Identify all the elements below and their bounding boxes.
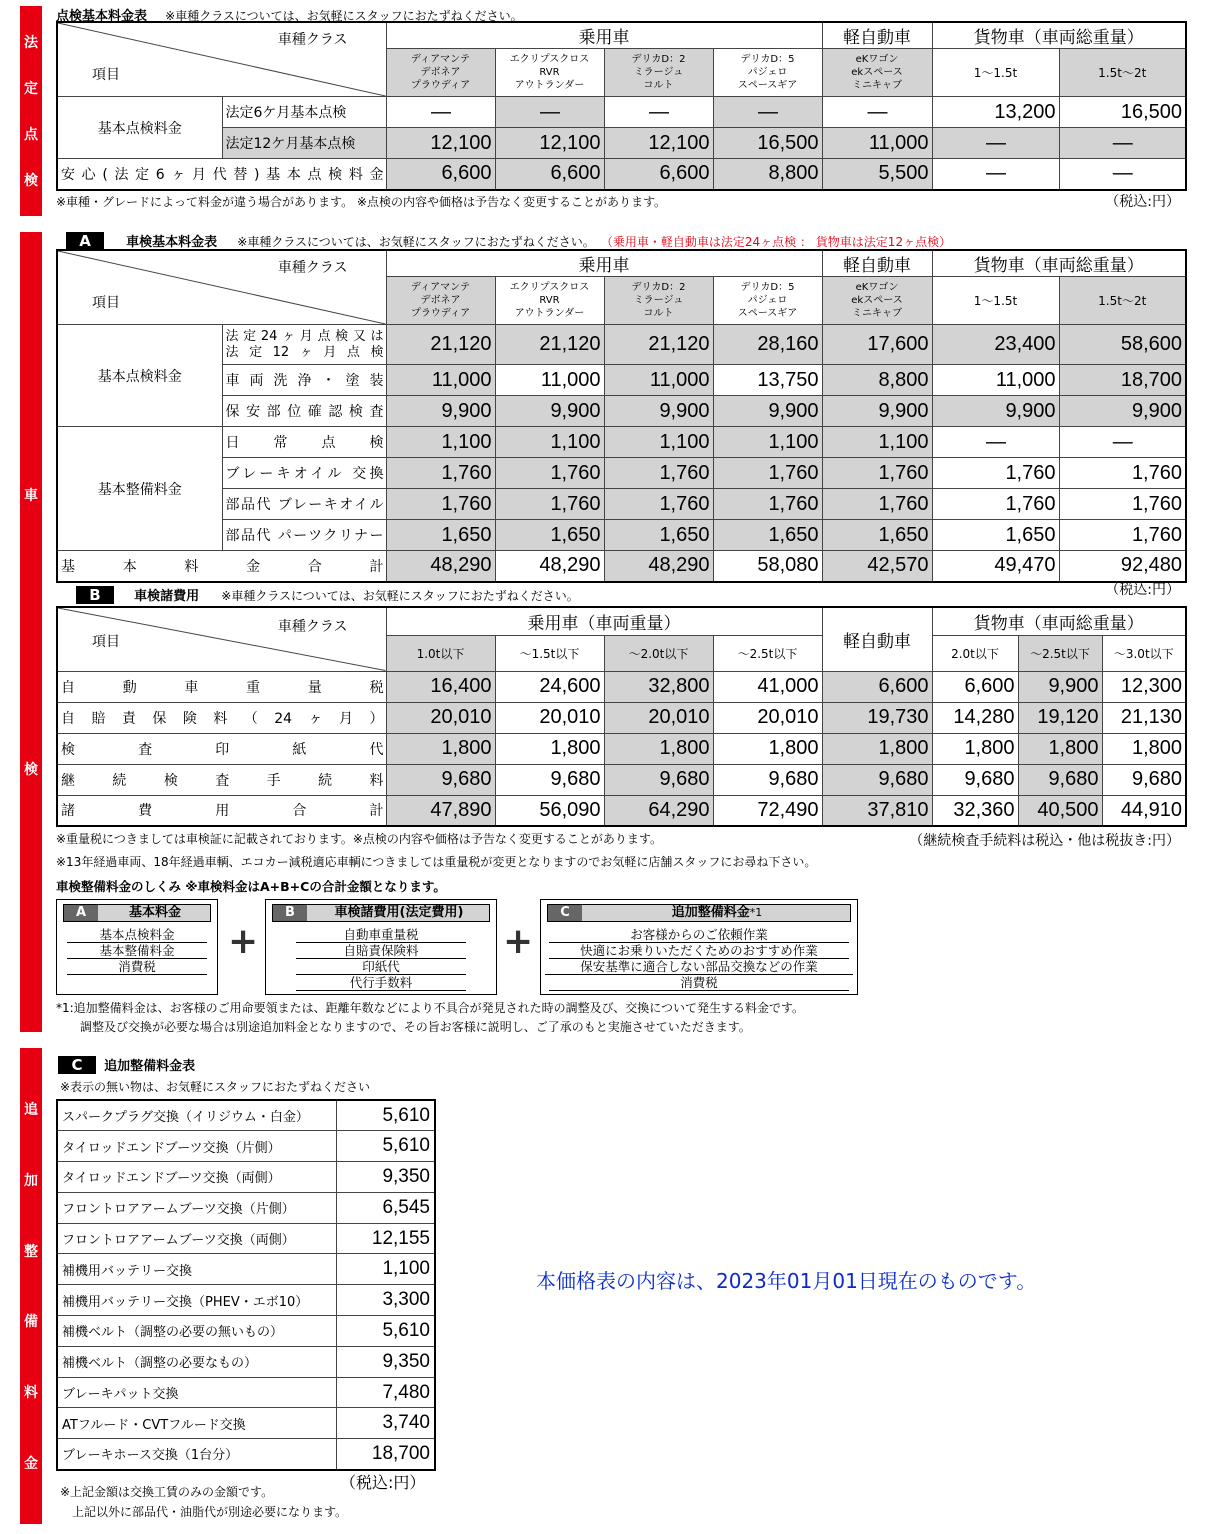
price-cell: 1,800 <box>1018 733 1102 764</box>
price-cell: 1,800 <box>386 733 495 764</box>
price-cell: 6,600 <box>932 671 1018 702</box>
row-label: 継続検査手続料 <box>57 764 386 795</box>
corner-header: 車種クラス 項目 <box>57 22 386 97</box>
price-cell: 9,680 <box>1018 764 1102 795</box>
price-cell: 1,650 <box>604 520 713 551</box>
price-cell: 48,290 <box>495 551 604 582</box>
price-cell: 72,490 <box>713 795 822 826</box>
box-item: 消費税 <box>549 976 849 991</box>
price-cell: 6,600 <box>604 159 713 190</box>
sB-footnote1-right: （継続検査手続料は税込・他は税抜き:円） <box>909 833 1180 849</box>
s1-footnote: ※車種・グレードによって料金が違う場合があります。 ※点検の内容や価格は予告なく変更することがあります。 <box>56 195 667 209</box>
price-cell: 8,800 <box>822 365 932 396</box>
price-cell: — <box>1059 427 1186 458</box>
price-cell: 11,000 <box>932 365 1059 396</box>
box-item: お客様からのご依頼作業 <box>549 928 849 943</box>
price-cell: 17,600 <box>822 325 932 365</box>
sidebar-char: 追 <box>24 1101 38 1118</box>
price-cell: 9,680 <box>1102 764 1186 795</box>
row-label: 日常点検 <box>222 427 386 458</box>
inspection-price-table <box>56 21 1187 191</box>
sC-tax: （税込:円） <box>340 1473 426 1492</box>
cat-cargo: 貨物車（車両総重量） <box>932 22 1186 49</box>
sA-group2: 基本整備料金 <box>57 427 222 551</box>
price-cell: — <box>1059 128 1186 159</box>
price-cell: 44,910 <box>1102 795 1186 826</box>
plus-icon: + <box>503 921 534 962</box>
price-cell: 1,800 <box>495 733 604 764</box>
price-cell: 64,290 <box>604 795 713 826</box>
weight-class: 2.0t以下 <box>932 636 1018 671</box>
price-cell: 1,650 <box>386 520 495 551</box>
price-cell: 1,650 <box>495 520 604 551</box>
table-row <box>57 1100 435 1131</box>
box-item: 自賠責保険料 <box>296 944 466 959</box>
price-cell: 48,290 <box>604 551 713 582</box>
item-label: ATフルード・CVTフルード交換 <box>57 1408 336 1439</box>
price-cell: 28,160 <box>713 325 822 365</box>
sidebar-char: 法 <box>24 35 38 51</box>
table-row <box>57 1316 435 1347</box>
table-row <box>57 1254 435 1285</box>
price-cell: 9,900 <box>495 396 604 427</box>
price-cell: 1,760 <box>495 458 604 489</box>
sidebar-char: 金 <box>24 1456 38 1473</box>
row-label: 部品代 ブレーキオイル <box>222 489 386 520</box>
row-label: 自賠責保険料（24ヶ月） <box>57 702 386 733</box>
price-cell: 6,600 <box>822 671 932 702</box>
item-price: 18,700 <box>336 1439 435 1470</box>
shaken-misc-cost-table <box>56 606 1187 827</box>
price-cell: 11,000 <box>386 365 495 396</box>
price-cell: 23,400 <box>932 325 1059 365</box>
shaken-basic-price-table <box>56 249 1187 583</box>
sA-title: 車検基本料金表 <box>126 235 218 250</box>
price-cell: 1,800 <box>713 733 822 764</box>
item-price: 3,300 <box>336 1285 435 1316</box>
price-cell: 12,100 <box>604 128 713 159</box>
sC-footnote1: ※上記金額は交換工賃のみの金額です。 <box>60 1485 274 1499</box>
price-cell: 9,900 <box>386 396 495 427</box>
price-cell: 1,800 <box>932 733 1018 764</box>
cat-passenger: 乗用車 <box>386 250 822 277</box>
row-label: 法定6ケ月基本点検 <box>222 97 386 128</box>
table-row <box>57 1346 435 1377</box>
cat-passenger-weight: 乗用車（車両重量） <box>386 607 822 636</box>
price-cell: 16,500 <box>713 128 822 159</box>
sidebar-char: 備 <box>24 1314 38 1331</box>
price-cell: 1,800 <box>1102 733 1186 764</box>
model-class-m1: ディアマンテ デボネア プラウディア <box>386 277 495 325</box>
price-cell: — <box>932 427 1059 458</box>
row-label: 部品代 パーツクリナー <box>222 520 386 551</box>
box-item: 保安基準に適合しない部品交換などの作業 <box>545 960 853 975</box>
price-cell: — <box>713 97 822 128</box>
price-cell: 1,760 <box>1059 489 1186 520</box>
price-cell: 1,650 <box>932 520 1059 551</box>
sidebar-inspection <box>20 6 42 216</box>
price-cell: 11,000 <box>495 365 604 396</box>
table-row <box>57 1162 435 1193</box>
table-row <box>57 1131 435 1162</box>
sA-tax: （税込:円） <box>1105 582 1180 598</box>
price-cell: 24,600 <box>495 671 604 702</box>
cat-kei: 軽自動車 <box>822 250 932 277</box>
price-cell: 40,500 <box>1018 795 1102 826</box>
price-cell: 1,760 <box>822 489 932 520</box>
box-item: 快適にお乗りいただくためのおすすめ作業 <box>549 944 849 959</box>
item-label: 補機用バッテリー交換（PHEV・エボ10） <box>57 1285 336 1316</box>
sA-badge: A <box>66 232 104 250</box>
row-label: 検査印紙代 <box>57 733 386 764</box>
price-cell: — <box>604 97 713 128</box>
box-item: 基本点検料金 <box>67 928 207 943</box>
price-cell: 18,700 <box>1059 365 1186 396</box>
item-price: 12,155 <box>336 1223 435 1254</box>
item-price: 5,610 <box>336 1100 435 1131</box>
model-class-m4: デリカD：5 パジェロ スペースギア <box>713 49 822 97</box>
weight-class: ～3.0t以下 <box>1102 636 1186 671</box>
cargo-class: 1.5t～2t <box>1059 277 1186 325</box>
sC-title: 追加整備料金表 <box>104 1059 196 1074</box>
plus-icon: + <box>228 921 259 962</box>
corner-header: 車種クラス 項目 <box>57 607 386 671</box>
weight-class: ～2.5t以下 <box>1018 636 1102 671</box>
price-cell: 1,760 <box>386 489 495 520</box>
price-cell: 20,010 <box>386 702 495 733</box>
price-cell: 11,000 <box>822 128 932 159</box>
price-cell: 41,000 <box>713 671 822 702</box>
item-label: ブレーキパット交換 <box>57 1377 336 1408</box>
row-label: 保安部位確認検査 <box>222 396 386 427</box>
price-cell: 9,680 <box>713 764 822 795</box>
weight-class: ～1.5t以下 <box>495 636 604 671</box>
additional-price-table <box>56 1099 436 1471</box>
price-cell: 14,280 <box>932 702 1018 733</box>
model-class-m5: eKワゴン ekスペース ミニキャブ <box>822 277 932 325</box>
price-cell: 32,360 <box>932 795 1018 826</box>
price-cell: 49,470 <box>932 551 1059 582</box>
s1-group: 基本点検料金 <box>57 97 222 159</box>
item-label: ブレーキホース交換（1台分） <box>57 1439 336 1470</box>
price-cell: 21,130 <box>1102 702 1186 733</box>
model-class-m2: エクリプスクロス RVR アウトランダー <box>495 277 604 325</box>
cat-cargo: 貨物車（車両総重量） <box>932 607 1186 636</box>
cat-passenger: 乗用車 <box>386 22 822 49</box>
price-cell: — <box>386 97 495 128</box>
cat-cargo: 貨物車（車両総重量） <box>932 250 1186 277</box>
price-cell: 6,600 <box>386 159 495 190</box>
item-price: 3,740 <box>336 1408 435 1439</box>
item-price: 1,100 <box>336 1254 435 1285</box>
validity-notice: 本価格表の内容は、2023年01月01日現在のものです。 <box>536 1269 1037 1293</box>
sidebar-shaken <box>20 232 42 1032</box>
sB-footnote2: ※13年経過車両、18年経過車輌、エコカー減税適応車輌につきましては重量税が変更となりますのでお気軽に店舗スタッフにお尋ね下さい。 <box>56 855 817 869</box>
price-cell: 9,900 <box>713 396 822 427</box>
price-cell: 9,900 <box>1018 671 1102 702</box>
cargo-class: 1～1.5t <box>932 277 1059 325</box>
box-c-additional: C 追加整備料金*1 お客様からのご依頼作業 快適にお乗りいただくためのおすすめ作業 保安基準に適合しない部品交換などの作業 消費税 <box>540 899 858 995</box>
price-cell: 1,650 <box>713 520 822 551</box>
price-cell: 48,290 <box>386 551 495 582</box>
price-cell: 9,680 <box>604 764 713 795</box>
weight-class: ～2.5t以下 <box>713 636 822 671</box>
box-a-basic: A 基本料金 基本点検料金 基本整備料金 消費税 <box>56 899 218 995</box>
table-row <box>57 1192 435 1223</box>
sC-header <box>58 1055 195 1074</box>
price-cell: 47,890 <box>386 795 495 826</box>
price-cell: 1,800 <box>604 733 713 764</box>
corner-header: 車種クラス 項目 <box>57 250 386 325</box>
price-cell: 9,680 <box>495 764 604 795</box>
row-label: 安心(法定6ヶ月代替)基本点検料金 <box>57 159 386 190</box>
s1-title: 点検基本料金表 <box>56 9 148 24</box>
sidebar-char: 点 <box>24 127 38 143</box>
sidebar-char: 整 <box>24 1243 38 1260</box>
price-cell: 13,200 <box>932 97 1059 128</box>
item-label: 補機ベルト（調整の必要の無いもの） <box>57 1316 336 1347</box>
sidebar-char: 定 <box>24 81 38 97</box>
price-cell: 19,730 <box>822 702 932 733</box>
weight-class: 1.0t以下 <box>386 636 495 671</box>
item-price: 7,480 <box>336 1377 435 1408</box>
price-cell: 1,800 <box>822 733 932 764</box>
price-cell: 19,120 <box>1018 702 1102 733</box>
price-cell: 12,100 <box>495 128 604 159</box>
price-cell: 9,900 <box>822 396 932 427</box>
price-cell: 1,760 <box>1059 458 1186 489</box>
price-cell: 1,760 <box>604 458 713 489</box>
price-cell: 1,760 <box>386 458 495 489</box>
item-label: タイロッドエンドブーツ交換（片側） <box>57 1131 336 1162</box>
price-cell: — <box>932 128 1059 159</box>
price-cell: 1,100 <box>713 427 822 458</box>
price-cell: 37,810 <box>822 795 932 826</box>
box-item: 代行手数料 <box>296 976 466 991</box>
table-row <box>57 1439 435 1470</box>
sB-header <box>76 585 579 604</box>
price-cell: 16,400 <box>386 671 495 702</box>
row-label: 車両洗浄・塗装 <box>222 365 386 396</box>
price-cell: 20,010 <box>495 702 604 733</box>
price-cell: 6,600 <box>495 159 604 190</box>
model-class-m4: デリカD：5 パジェロ スペースギア <box>713 277 822 325</box>
row-label: 自動車重量税 <box>57 671 386 702</box>
price-cell: 1,760 <box>932 489 1059 520</box>
item-price: 9,350 <box>336 1346 435 1377</box>
cargo-class: 1～1.5t <box>932 49 1059 97</box>
sA-header <box>66 231 951 250</box>
sC-badge: C <box>58 1056 96 1074</box>
row-label: ブレーキオイル 交換 <box>222 458 386 489</box>
sB-badge: B <box>76 586 114 604</box>
price-cell: 1,760 <box>713 458 822 489</box>
sB-note: ※車種クラスについては、お気軽にスタッフにおたずねください。 <box>221 589 579 603</box>
table-row <box>57 1285 435 1316</box>
price-cell: 21,120 <box>495 325 604 365</box>
item-price: 5,610 <box>336 1131 435 1162</box>
s1-note: ※車種クラスについては、お気軽にスタッフにおたずねください。 <box>165 9 523 23</box>
box-item: 消費税 <box>67 960 207 975</box>
price-cell: 5,500 <box>822 159 932 190</box>
box-b-misc: B 車検諸費用(法定費用) 自動車重量税 自賠責保険料 印紙代 代行手数料 <box>265 899 497 995</box>
price-cell: 1,650 <box>822 520 932 551</box>
row-label: 法定24ヶ月点検又は 法定12ヶ月点検 <box>222 325 386 365</box>
mech-title: 車検整備料金のしくみ ※車検料金はA+B+Cの合計金額となります。 <box>56 879 446 894</box>
price-cell: 1,760 <box>604 489 713 520</box>
item-label: 補機用バッテリー交換 <box>57 1254 336 1285</box>
price-cell: 13,750 <box>713 365 822 396</box>
sA-red-note: （乗用車・軽自動車は法定24ヶ点検 ： 貨物車は法定12ヶ点検） <box>600 235 952 249</box>
model-class-m3: デリカD：2 ミラージュ コルト <box>604 277 713 325</box>
price-cell: — <box>1059 159 1186 190</box>
item-price: 5,610 <box>336 1316 435 1347</box>
price-cell: 92,480 <box>1059 551 1186 582</box>
item-label: スパークプラグ交換（イリジウム・白金） <box>57 1100 336 1131</box>
price-cell: 20,010 <box>604 702 713 733</box>
sC-footnote2: 上記以外に部品代・油脂代が別途必要になります。 <box>72 1505 348 1519</box>
price-cell: 1,100 <box>386 427 495 458</box>
box-item: 基本整備料金 <box>67 944 207 959</box>
cat-kei: 軽自動車 <box>822 607 932 671</box>
sA-group1: 基本点検料金 <box>57 325 222 427</box>
weight-class: ～2.0t以下 <box>604 636 713 671</box>
item-label: タイロッドエンドブーツ交換（両側） <box>57 1162 336 1193</box>
price-cell: 1,760 <box>1059 520 1186 551</box>
price-cell: 58,600 <box>1059 325 1186 365</box>
box-item: 自動車重量税 <box>296 928 466 943</box>
price-cell: 1,100 <box>495 427 604 458</box>
box-item: 印紙代 <box>296 960 466 975</box>
sidebar-additional <box>20 1048 42 1524</box>
mech-footnote2: 調整及び交換が必要な場合は別途追加料金となりますので、その旨お客様に説明し、ご了承のもと実施させていただきます。 <box>80 1020 751 1034</box>
price-cell: — <box>495 97 604 128</box>
item-label: 補機ベルト（調整の必要なもの） <box>57 1346 336 1377</box>
price-cell: 9,900 <box>604 396 713 427</box>
price-cell: 1,100 <box>604 427 713 458</box>
price-cell: 1,760 <box>822 458 932 489</box>
sB-title: 車検諸費用 <box>134 589 200 604</box>
sA-note: ※車種クラスについては、お気軽にスタッフにおたずねください。 <box>237 235 595 249</box>
price-cell: 21,120 <box>386 325 495 365</box>
price-cell: 12,100 <box>386 128 495 159</box>
sC-note: ※表示の無い物は、お気軽にスタッフにおたずねください <box>60 1080 371 1094</box>
sidebar-char: 検 <box>24 761 38 778</box>
price-cell: 1,100 <box>822 427 932 458</box>
row-label: 法定12ケ月基本点検 <box>222 128 386 159</box>
price-cell: 9,680 <box>822 764 932 795</box>
table-row <box>57 1377 435 1408</box>
total-label: 基本料金合計 <box>57 551 386 582</box>
sidebar-char: 車 <box>24 488 38 505</box>
price-cell: 9,680 <box>386 764 495 795</box>
price-cell: 56,090 <box>495 795 604 826</box>
table-row <box>57 1408 435 1439</box>
price-cell: 9,900 <box>932 396 1059 427</box>
price-cell: 8,800 <box>713 159 822 190</box>
price-cell: 1,760 <box>932 458 1059 489</box>
sB-footnote1: ※重量税につきましては車検証に記載されております。※点検の内容や価格は予告なく変更することがあります。 <box>56 832 662 846</box>
item-price: 6,545 <box>336 1192 435 1223</box>
price-cell: 32,800 <box>604 671 713 702</box>
model-class-m2: エクリプスクロス RVR アウトランダー <box>495 49 604 97</box>
model-class-m1: ディアマンテ デボネア プラウディア <box>386 49 495 97</box>
sidebar-char: 検 <box>24 173 38 189</box>
price-cell: 9,680 <box>932 764 1018 795</box>
price-cell: 20,010 <box>713 702 822 733</box>
s1-tax: （税込:円） <box>1105 194 1180 210</box>
item-price: 9,350 <box>336 1162 435 1193</box>
model-class-m3: デリカD：2 ミラージュ コルト <box>604 49 713 97</box>
price-cell: — <box>822 97 932 128</box>
item-label: フロントロアアームブーツ交換（両側） <box>57 1223 336 1254</box>
price-cell: 42,570 <box>822 551 932 582</box>
price-cell: 9,900 <box>1059 396 1186 427</box>
sidebar-char: 加 <box>24 1172 38 1189</box>
cat-kei: 軽自動車 <box>822 22 932 49</box>
price-cell: 58,080 <box>713 551 822 582</box>
row-label: 諸費用合計 <box>57 795 386 826</box>
sidebar-char: 料 <box>24 1385 38 1402</box>
price-cell: 11,000 <box>604 365 713 396</box>
mech-footnote1: *1:追加整備料金は、お客様のご用命要領または、距離年数などにより不具合が発見された時の調整及び、交換について発生する料金です。 <box>56 1001 805 1015</box>
table-row <box>57 1223 435 1254</box>
price-cell: 16,500 <box>1059 97 1186 128</box>
model-class-m5: eKワゴン ekスペース ミニキャブ <box>822 49 932 97</box>
price-cell: 1,760 <box>713 489 822 520</box>
price-cell: 1,760 <box>495 489 604 520</box>
price-cell: 12,300 <box>1102 671 1186 702</box>
price-cell: — <box>932 159 1059 190</box>
item-label: フロントロアアームブーツ交換（片側） <box>57 1192 336 1223</box>
price-cell: 21,120 <box>604 325 713 365</box>
cargo-class: 1.5t～2t <box>1059 49 1186 97</box>
